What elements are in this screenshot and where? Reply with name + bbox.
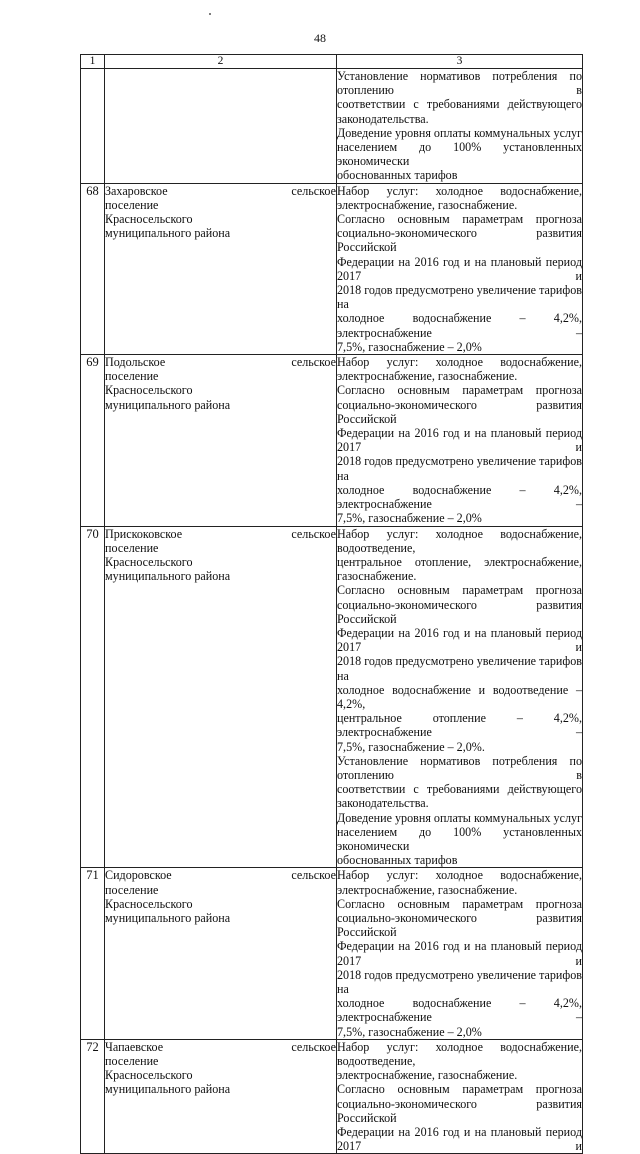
table-row (81, 183, 583, 354)
settlement-name-line: Сидоровское сельское (105, 868, 336, 883)
description-line: Федерации на 2016 год и на плановый период 2017 и (337, 625, 582, 655)
description-line: 7,5%, газоснабжение – 2,0% (337, 511, 482, 526)
description-line: соответствии с требованиями действующего (337, 97, 582, 112)
row-number: 70 (81, 526, 105, 868)
description-line: 2018 годов предусмотрено увеличение тарифов на (337, 967, 582, 996)
settlement-name-cell (105, 1039, 337, 1154)
description-line: социально-экономического развития Российской (337, 597, 582, 626)
settlement-name-line: Красносельского (105, 212, 193, 227)
description-line: социально-экономического развития Российской (337, 226, 582, 255)
settlement-name-line: Красносельского (105, 383, 193, 398)
description-line: Федерации на 2016 год и на плановый период 2017 и (337, 939, 582, 968)
description-line: 2018 годов предусмотрено увеличение тарифов на (337, 654, 582, 683)
column-header: 1 (81, 55, 105, 69)
settlement-name-line: поселение (105, 540, 159, 555)
settlement-name-line: муниципального района (105, 1082, 231, 1097)
services-description-cell (337, 183, 583, 354)
description-line: соответствии с требованиями действующего (337, 782, 582, 797)
settlement-name-cell (105, 355, 337, 526)
description-line: Согласно основным параметрам прогноза (337, 1082, 582, 1097)
description-line: населением до 100% установленных экономически (337, 140, 582, 169)
description-line: Федерации на 2016 год и на плановый период 2017 и (337, 1125, 582, 1154)
description-line: газоснабжение. (337, 569, 417, 584)
description-line: Федерации на 2016 год и на плановый период 2017 и (337, 426, 582, 455)
description-line: Доведение уровня оплаты коммунальных услуг (337, 125, 583, 140)
settlement-name-line: муниципального района (105, 569, 231, 584)
services-description-cell (337, 69, 583, 184)
description-line: электроснабжение, газоснабжение. (337, 369, 518, 384)
table-row (81, 1039, 583, 1154)
settlement-name-line: поселение (105, 369, 159, 384)
settlement-name-line: муниципального района (105, 397, 231, 412)
description-line: социально-экономического развития Российской (337, 1096, 582, 1125)
description-line: Согласно основным параметрам прогноза (337, 212, 582, 227)
page-number: 48 (314, 31, 326, 45)
settlement-name-line: Красносельского (105, 554, 193, 569)
settlement-name-cell (105, 183, 337, 354)
description-line: холодное водоснабжение и водоотведение – 4,2%, (337, 682, 582, 711)
table-row (81, 69, 583, 184)
settlement-name-line: Красносельского (105, 1068, 193, 1083)
description-line: Набор услуг: холодное водоснабжение, (337, 868, 582, 883)
settlement-name-line: Красносельского (105, 896, 193, 911)
description-line: обоснованных тарифов (337, 853, 458, 868)
description-line: 2018 годов предусмотрено увеличение тарифов на (337, 283, 582, 312)
description-line: Набор услуг: холодное водоснабжение, (337, 183, 582, 198)
description-line: Установление нормативов потребления по отоплению в (337, 69, 582, 98)
settlement-name-line: Захаровское сельское (105, 183, 336, 198)
description-line: 7,5%, газоснабжение – 2,0% (337, 339, 482, 354)
description-line: социально-экономического развития Российской (337, 910, 582, 940)
row-number: 69 (81, 355, 105, 526)
description-line: обоснованных тарифов (337, 168, 458, 183)
table-row (81, 526, 583, 868)
column-header: 3 (337, 55, 583, 69)
settlement-name-line: поселение (105, 1054, 159, 1069)
description-line: населением до 100% установленных экономически (337, 824, 582, 853)
row-number: 71 (81, 868, 105, 1039)
settlement-name-line: Подольское сельское (105, 355, 336, 370)
description-line: электроснабжение, газоснабжение. (337, 197, 518, 212)
description-line: холодное водоснабжение – 4,2%, электроснабжение – (337, 996, 582, 1025)
row-number (81, 69, 105, 184)
description-line: электроснабжение, газоснабжение. (337, 882, 518, 897)
description-line: Согласно основным параметрам прогноза (337, 583, 582, 598)
services-description-cell (337, 355, 583, 526)
table-header-row (81, 55, 583, 69)
settlement-name-cell (105, 868, 337, 1039)
description-line: законодательства. (337, 796, 429, 811)
description-line: Набор услуг: холодное водоснабжение, водоотведение, (337, 1039, 582, 1069)
settlement-name-line: муниципального района (105, 910, 231, 925)
description-line: социально-экономического развития Российской (337, 397, 582, 426)
description-line: Доведение уровня оплаты коммунальных услуг (337, 810, 583, 825)
settlement-name-cell (105, 526, 337, 868)
description-line: Федерации на 2016 год и на плановый период 2017 и (337, 254, 582, 283)
scan-speck (209, 13, 211, 15)
description-line: 7,5%, газоснабжение – 2,0% (337, 1024, 482, 1039)
description-line: холодное водоснабжение – 4,2%, электроснабжение – (337, 311, 582, 340)
description-line: центральное отопление, электроснабжение, (337, 554, 582, 569)
description-line: холодное водоснабжение – 4,2%, электроснабжение – (337, 482, 582, 512)
description-line: центральное отопление – 4,2%, электроснабжение – (337, 711, 582, 740)
description-line: Согласно основным параметрам прогноза (337, 383, 582, 398)
description-line: Согласно основным параметрам прогноза (337, 896, 582, 911)
services-description-cell (337, 526, 583, 868)
tariff-table (80, 54, 583, 1154)
column-header: 2 (105, 55, 337, 69)
services-description-cell (337, 868, 583, 1039)
description-line: 2018 годов предусмотрено увеличение тарифов на (337, 454, 582, 483)
row-number: 68 (81, 183, 105, 354)
settlement-name-line: поселение (105, 882, 159, 897)
settlement-name-cell (105, 69, 337, 184)
settlement-name-line: Чапаевское сельское (105, 1039, 336, 1054)
services-description-cell (337, 1039, 583, 1154)
settlement-name-line: поселение (105, 197, 159, 212)
description-line: Набор услуг: холодное водоснабжение, водоотведение, (337, 526, 582, 555)
description-line: Установление нормативов потребления по отоплению в (337, 753, 582, 782)
table-row (81, 355, 583, 526)
settlement-name-line: Прискоковское сельское (105, 526, 336, 541)
description-line: электроснабжение, газоснабжение. (337, 1068, 518, 1083)
row-number: 72 (81, 1039, 105, 1154)
description-line: законодательства. (337, 111, 429, 126)
settlement-name-line: муниципального района (105, 226, 231, 241)
description-line: 7,5%, газоснабжение – 2,0%. (337, 739, 485, 754)
description-line: Набор услуг: холодное водоснабжение, (337, 355, 582, 370)
table-row (81, 868, 583, 1039)
